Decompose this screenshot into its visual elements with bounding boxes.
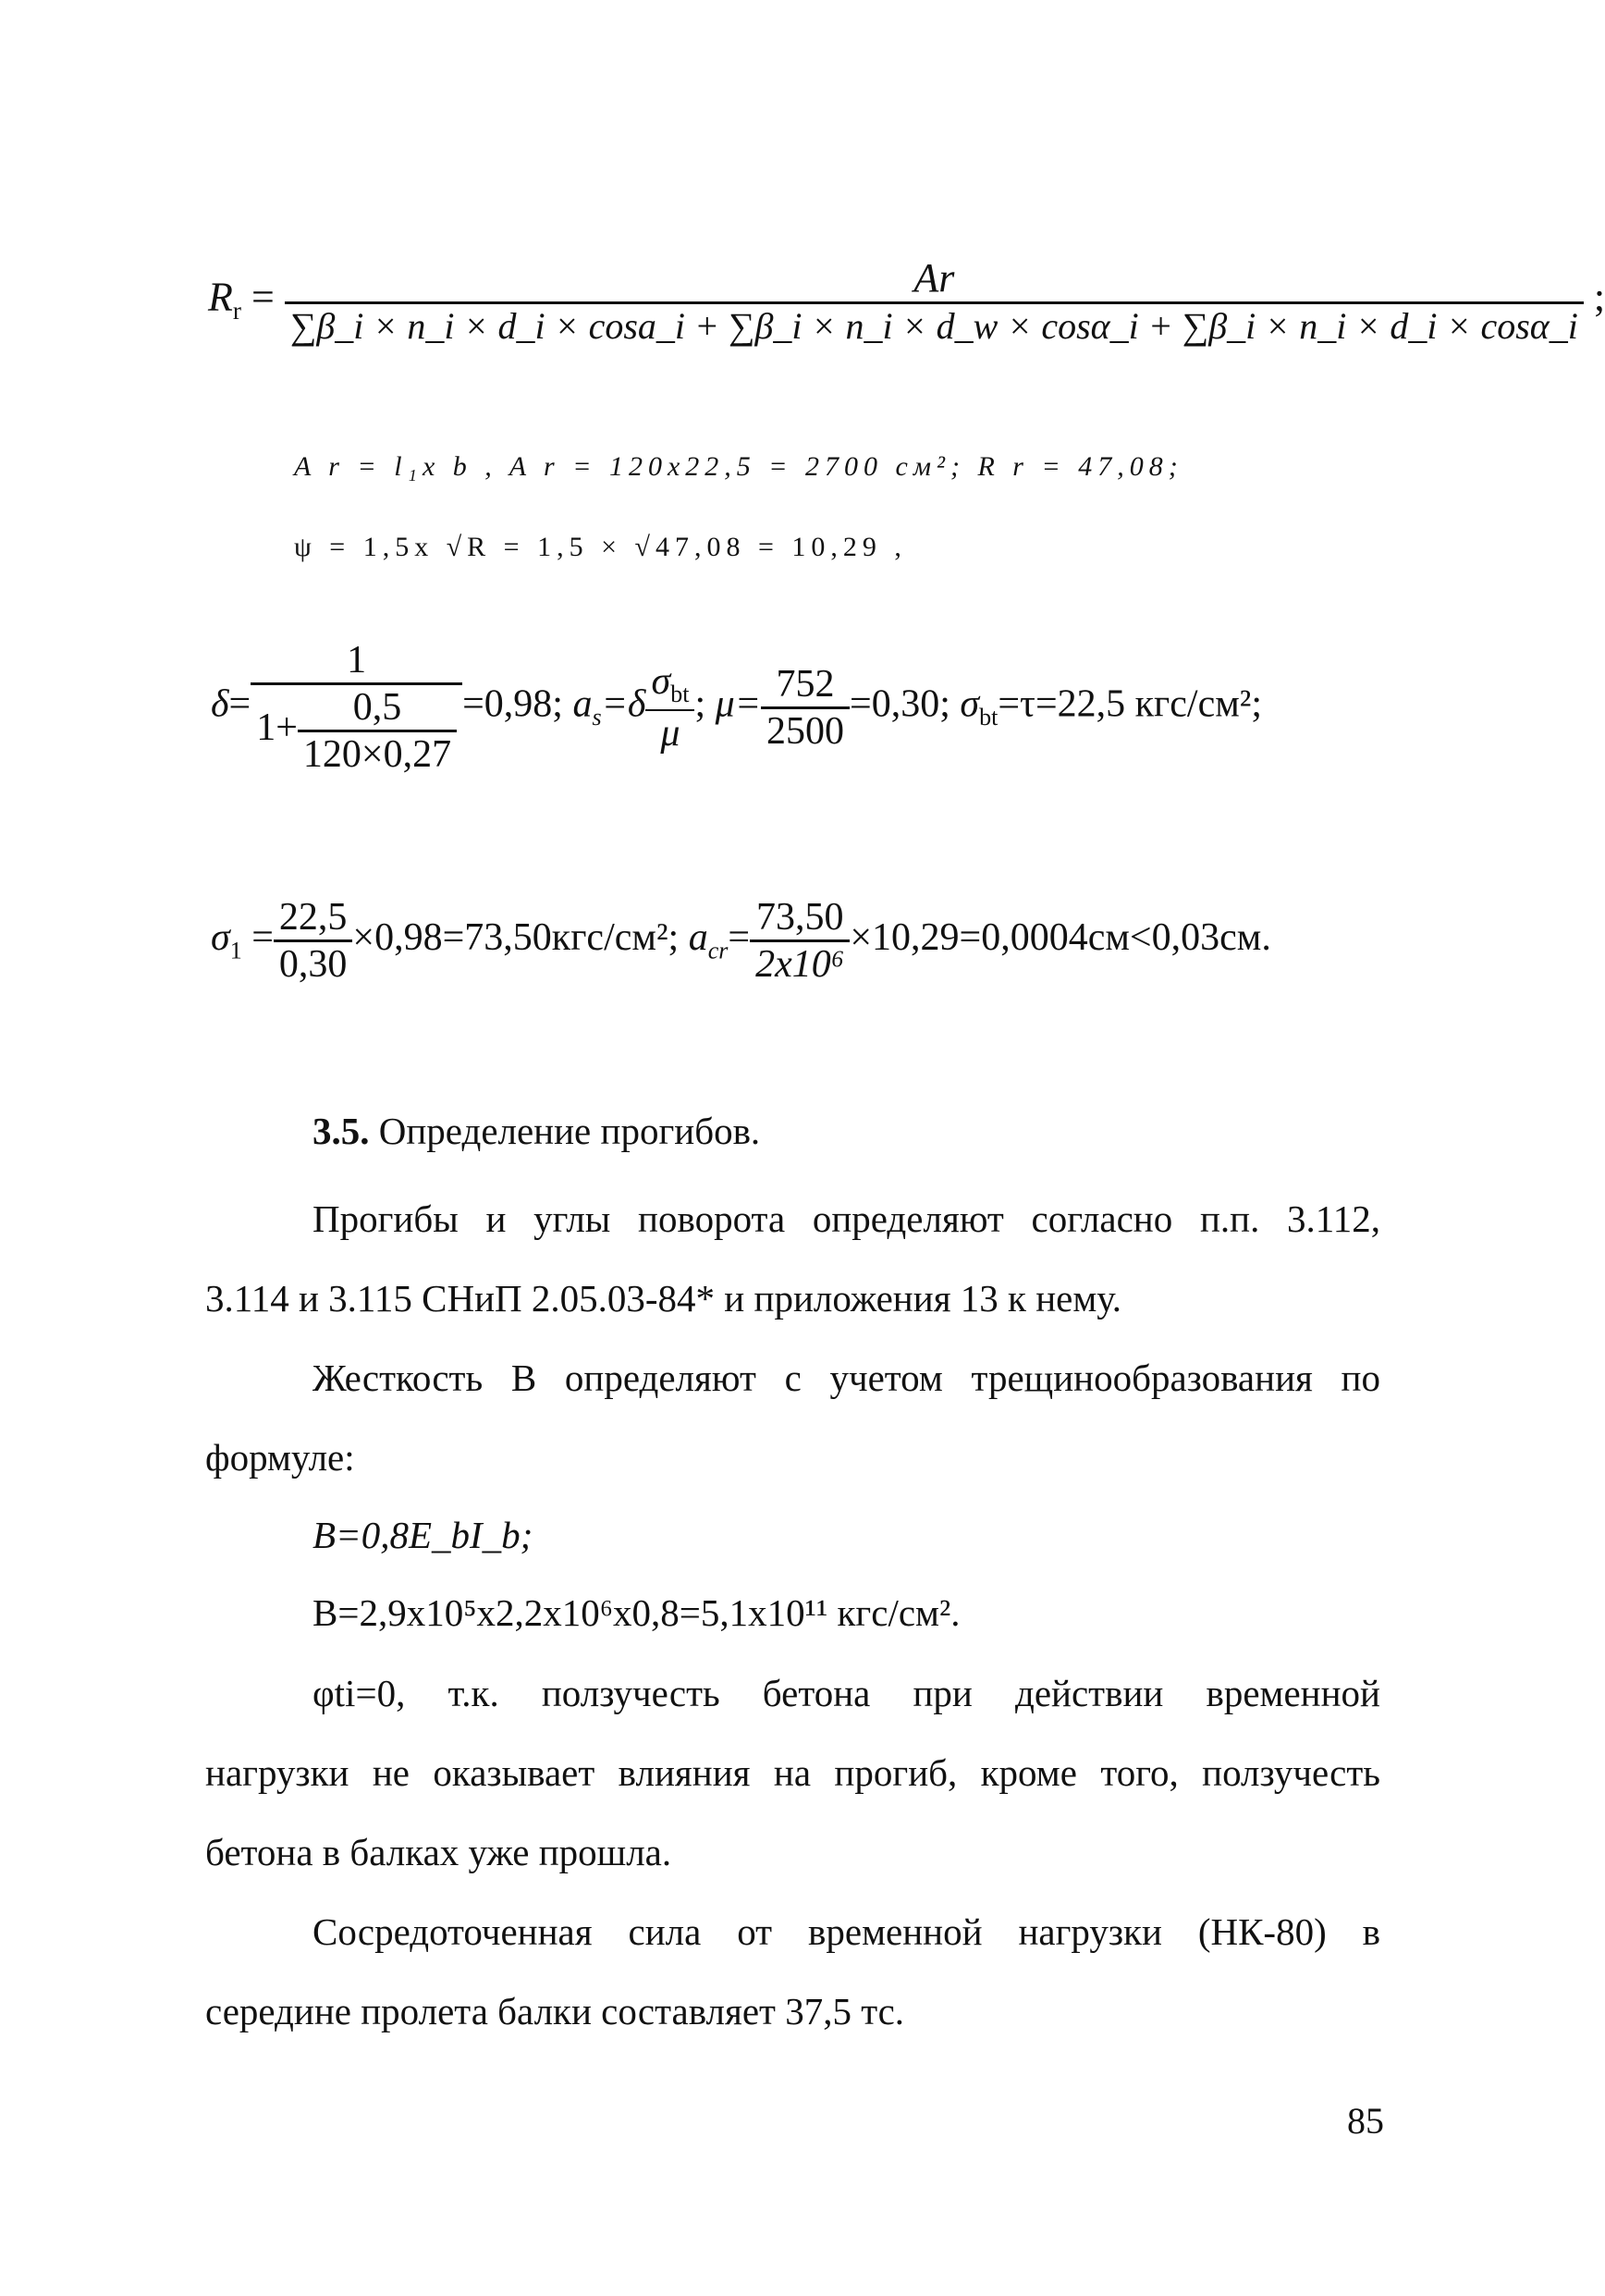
as-eq: =δ [601,682,646,726]
as-semicolon: ; [694,682,706,726]
sigma1-denominator: 0,30 [274,939,353,987]
delta-symbol: δ [211,682,229,726]
as-symbol: a [572,682,593,726]
formula-b2: B=2,9x10⁵x2,2x10⁶x0,8=5,1x10¹¹ кгс/см². [312,1591,961,1634]
sigma-bt-sub: bt [670,681,690,708]
delta-inner-fraction [298,685,457,777]
delta-inner-numerator: 0,5 [352,686,402,729]
sigma1-eq: = [251,916,274,960]
acr-sub: cr [707,937,729,964]
sigma-bt-symbol-2: σ [960,682,980,726]
para4-line1: Сосредоточенная сила от временной нагрузки (НК-80) в [312,1910,1380,1953]
formula-rr-tail: ; [1593,274,1605,320]
acr-fraction [750,895,850,987]
sigma1-numerator: 22,5 [278,896,348,939]
delta-value: =0,98; [462,682,563,726]
para1-line1: Прогибы и углы поворота определяют согласно п.п. 3.112, [312,1197,1380,1240]
section-number: 3.5. [312,1110,370,1152]
acr-numerator: 73,50 [755,896,844,939]
formula-rr-fraction [285,254,1584,348]
delta-denominator [251,682,462,777]
sigma1-sub: 1 [229,937,242,964]
sigma1-fraction [274,895,353,987]
para2-line1: Жесткость В определяют с учетом трещинообразования по [312,1357,1380,1399]
mu-value: =0,30; [850,682,950,726]
acr-symbol: a [688,916,708,960]
line-ar: A r = l₁x b , A r = 120x22,5 = 2700 см²; R r = 47,08; [294,451,1183,482]
para3-line3: бетона в балках уже прошла. [205,1831,672,1873]
mu-numerator: 752 [776,662,835,706]
sigma-bt-eq: =τ=22,5 кгс/см²; [998,682,1263,726]
para4-line2: середине пролета балки составляет 37,5 тс. [205,1990,905,2032]
sigma-bt-symbol: σ [651,660,671,704]
as-fraction [645,659,694,755]
formula-rr-lhs-sub: r [232,297,241,325]
section-heading [312,1105,760,1157]
acr-tail: ×10,29=0,0004см<0,03см. [850,916,1271,960]
formula-rr [208,254,1605,348]
delta-inner-denominator: 120×0,27 [298,730,457,777]
sigma1-symbol: σ [211,916,230,960]
delta-one-plus: 1+ [256,706,298,750]
sigma-bt-sub-2: bt [979,703,999,731]
mu-denominator: 2500 [761,706,850,754]
acr-denominator: 2x10⁶ [750,939,850,987]
delta-fraction [251,638,462,777]
formula-rr-lhs: R [208,274,233,320]
formula-rr-denominator: ∑β_i × n_i × d_i × cosa_i + ∑β_i × n_i × d_w × cosα_i + ∑β_i × n_i × d_i × cosα_i [285,301,1584,348]
mu-eq: μ= [715,682,762,726]
page-number: 85 [1347,2100,1384,2142]
line-psi: ψ = 1,5x √R = 1,5 × √47,08 = 10,29 , [294,532,907,562]
para1-line2: 3.114 и 3.115 СНиП 2.05.03-84* и приложения 13 к нему. [205,1277,1121,1320]
formula-b1: B=0,8E_bI_b; [312,1514,533,1556]
as-denominator: μ [645,709,694,755]
formula-delta: δ= 1 1+ $\frac{0,5}{120\times 0,27}$ =0,98; $a_s=\delta$ $\frac{\sigma_{bt}}{\mu}$ ; μ= $\frac{752}{2500}$ =0,30; $\sigma_{bt}=\tau=22,5$ кгс/см²; [211,639,1263,776]
as-sub: s [592,703,602,731]
para3-line2: нагрузки не оказывает влияния на прогиб, кроме того, ползучесть [205,1751,1380,1794]
acr-eq: = [728,916,751,960]
para2-line2: формуле: [205,1436,355,1479]
para3-line1: φti=0, т.к. ползучесть бетона при действии временной [312,1672,1380,1714]
mu-fraction [761,662,850,754]
formula-rr-numerator: Ar [913,255,955,301]
delta-numerator: 1 [347,639,367,681]
as-numerator [645,659,694,708]
sigma1-mid: ×0,98=73,50кгс/см²; [352,916,680,960]
section-title: Определение прогибов. [378,1110,761,1152]
formula-rr-eq: = [251,274,275,320]
formula-sigma1 [211,895,1271,987]
